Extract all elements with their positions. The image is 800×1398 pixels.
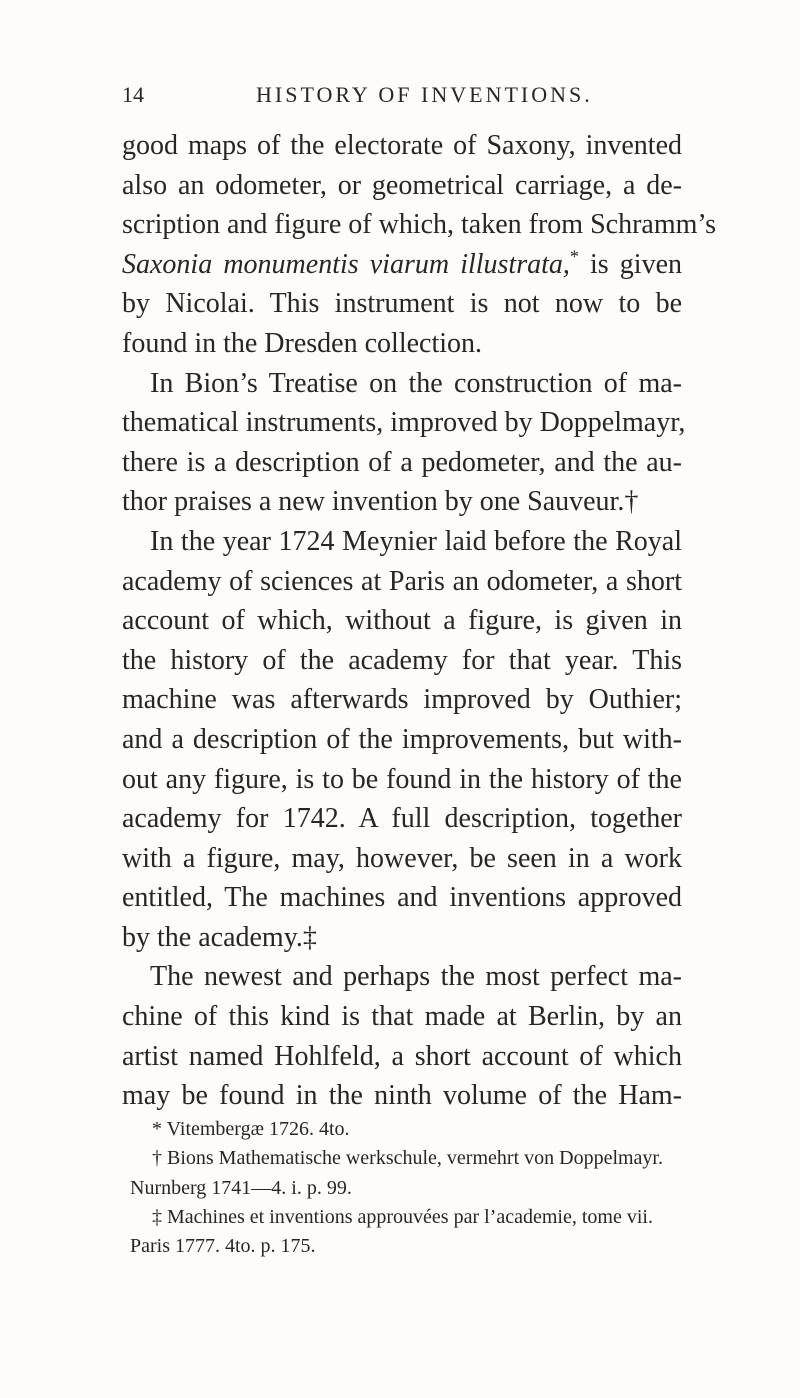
text-line: In the year 1724 Meynier laid before the Royal: [150, 525, 682, 557]
text-line: artist named Hohlfeld, a short account of which: [122, 1040, 682, 1072]
italic-book-title: Saxonia monumentis viarum illustrata,: [122, 248, 570, 280]
footnote-mark: *: [569, 246, 579, 267]
text-line-italic-title: [122, 245, 682, 285]
footnote: * Vitembergæ 1726. 4to.: [152, 1118, 350, 1140]
text-line: the history of the academy for that year. This: [122, 644, 682, 676]
footnote: † Bions Mathematische werkschule, vermehrt von Doppelmayr.: [152, 1147, 663, 1170]
text-line: entitled, The machines and inventions approved: [122, 882, 682, 914]
footnote-continuation: Nurnberg 1741—4. i. p. 99.: [130, 1176, 352, 1199]
text-line: and a description of the improvements, but with-: [122, 723, 682, 755]
text-line: The newest and perhaps the most perfect ma-: [150, 961, 682, 993]
text-line: scription and figure of which, taken from Schramm’s: [122, 209, 717, 241]
text-line: account of which, without a figure, is given in: [122, 605, 682, 637]
footnote-continuation: Paris 1777. 4to. p. 175.: [130, 1235, 316, 1258]
text-fragment: is given: [578, 248, 682, 280]
text-line: by Nicolai. This instrument is not now to be: [122, 288, 682, 320]
running-title: HISTORY OF INVENTIONS.: [256, 82, 593, 107]
text-line: there is a description of a pedometer, and the au-: [122, 446, 682, 478]
text-line: thor praises a new invention by one Sauveur.†: [122, 486, 639, 518]
text-line: good maps of the electorate of Saxony, invented: [122, 130, 682, 161]
text-line: academy of sciences at Paris an odometer, a short: [122, 565, 682, 597]
page-number: 14: [122, 82, 144, 107]
running-header: [122, 82, 682, 118]
footnote: ‡ Machines et inventions approuvées par l’academie, tome vii.: [152, 1205, 653, 1228]
text-line: academy for 1742. A full description, together: [122, 803, 682, 835]
text-line: with a figure, may, however, be seen in a work: [122, 842, 682, 874]
text-line: by the academy.‡: [122, 921, 317, 953]
text-line: thematical instruments, improved by Doppelmayr,: [122, 407, 686, 439]
text-line: may be found in the ninth volume of the Ham-: [122, 1080, 682, 1112]
text-line: In Bion’s Treatise on the construction of ma-: [150, 367, 682, 399]
text-line: out any figure, is to be found in the history of the: [122, 763, 682, 795]
text-line: found in the Dresden collection.: [122, 327, 483, 359]
text-line: also an odometer, or geometrical carriage, a de-: [122, 169, 682, 201]
body-text: [122, 126, 717, 1116]
footnotes: [130, 1115, 682, 1261]
text-line: machine was afterwards improved by Outhier;: [122, 684, 682, 716]
text-line: chine of this kind is that made at Berlin, by an: [122, 1001, 682, 1033]
